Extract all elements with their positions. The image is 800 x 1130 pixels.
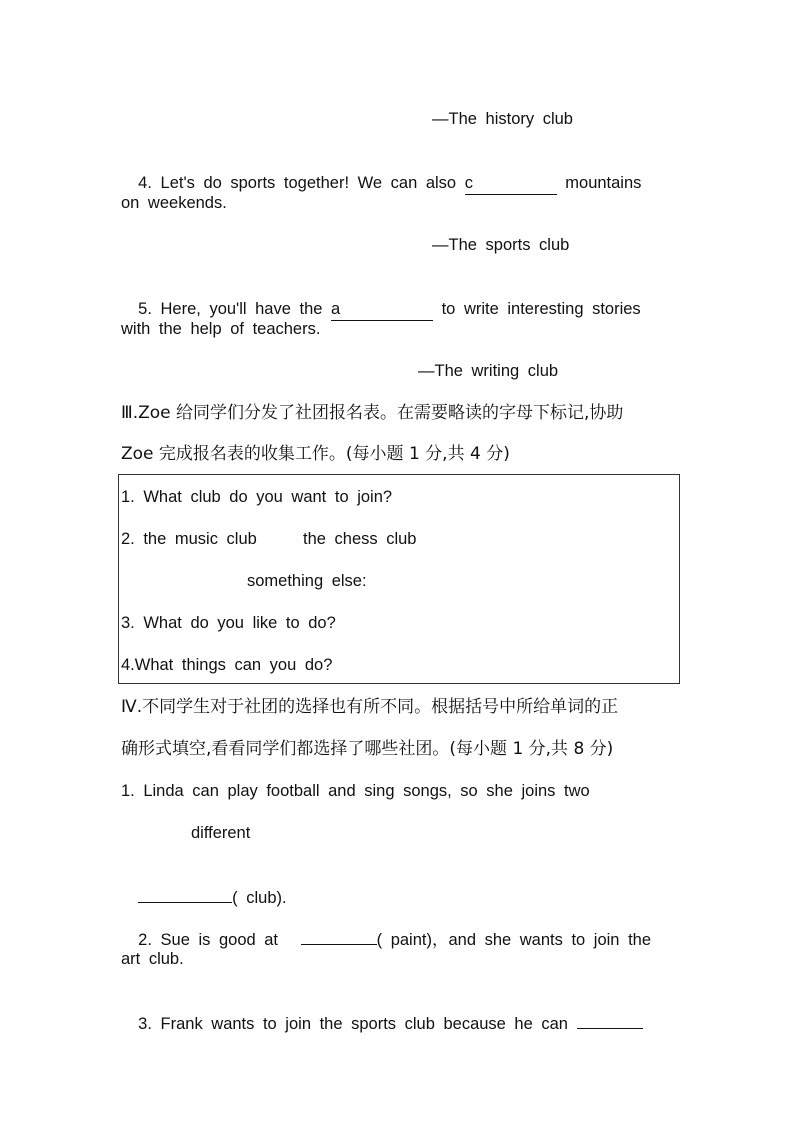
q5-line2: with the help of teachers. bbox=[121, 320, 321, 338]
q5-text-part2: to write interesting stories bbox=[433, 300, 641, 318]
s4-item3-line1 bbox=[121, 990, 643, 1035]
section4-heading-line1: Ⅳ.不同学生对于社团的选择也有所不同。根据括号中所给单词的正 bbox=[121, 697, 619, 717]
s4-item1-line3 bbox=[121, 864, 287, 909]
s4-item1-line2: different bbox=[191, 824, 251, 842]
q4-line2: on weekends. bbox=[121, 194, 227, 212]
form-q4: 4.What things can you do? bbox=[121, 656, 333, 674]
sports-club-attribution: —The sports club bbox=[432, 236, 570, 254]
s4-item2-blank[interactable] bbox=[301, 928, 377, 945]
form-q3: 3. What do you like to do? bbox=[121, 614, 336, 632]
writing-club-attribution: —The writing club bbox=[418, 362, 559, 380]
q4-line1 bbox=[121, 150, 641, 195]
s4-item2-line2: art club. bbox=[121, 950, 184, 968]
q4-hint-letter: c bbox=[465, 172, 557, 195]
s4-item2-line1 bbox=[121, 906, 651, 951]
q5-text-part1: 5. Here, you'll have the bbox=[138, 300, 332, 318]
form-q2-option-else: something else: bbox=[247, 572, 367, 590]
s4-item3-text: 3. Frank wants to join the sports club because he can bbox=[138, 1015, 577, 1033]
history-club-attribution: —The history club bbox=[432, 110, 573, 128]
q4-text-part2: mountains bbox=[556, 174, 642, 192]
s4-item1-blank[interactable] bbox=[138, 886, 232, 903]
section3-heading-line1: Ⅲ.Zoe 给同学们分发了社团报名表。在需要略读的字母下标记,协助 bbox=[121, 403, 624, 423]
form-q2-option-music: 2. the music club bbox=[121, 530, 257, 548]
s4-item2-prefix: 2. Sue is good at bbox=[138, 931, 287, 949]
form-q2-option-chess: the chess club bbox=[303, 530, 417, 548]
s4-item1-hint: ( club). bbox=[232, 889, 287, 907]
form-q1: 1. What club do you want to join? bbox=[121, 488, 393, 506]
q4-text-part1: 4. Let's do sports together! We can also bbox=[138, 174, 465, 192]
section3-heading-line2: Zoe 完成报名表的收集工作。(每小题 1 分,共 4 分) bbox=[121, 444, 510, 464]
q5-hint-letter: a bbox=[331, 298, 433, 321]
s4-item1-line1: 1. Linda can play football and sing songs, so she joins two bbox=[121, 782, 590, 800]
s4-item3-blank[interactable] bbox=[577, 1012, 643, 1029]
section4-heading-line2: 确形式填空,看看同学们都选择了哪些社团。(每小题 1 分,共 8 分) bbox=[121, 739, 614, 759]
q5-line1 bbox=[121, 276, 641, 321]
s4-item2-suffix: ( paint)，and she wants to join the bbox=[376, 931, 652, 949]
